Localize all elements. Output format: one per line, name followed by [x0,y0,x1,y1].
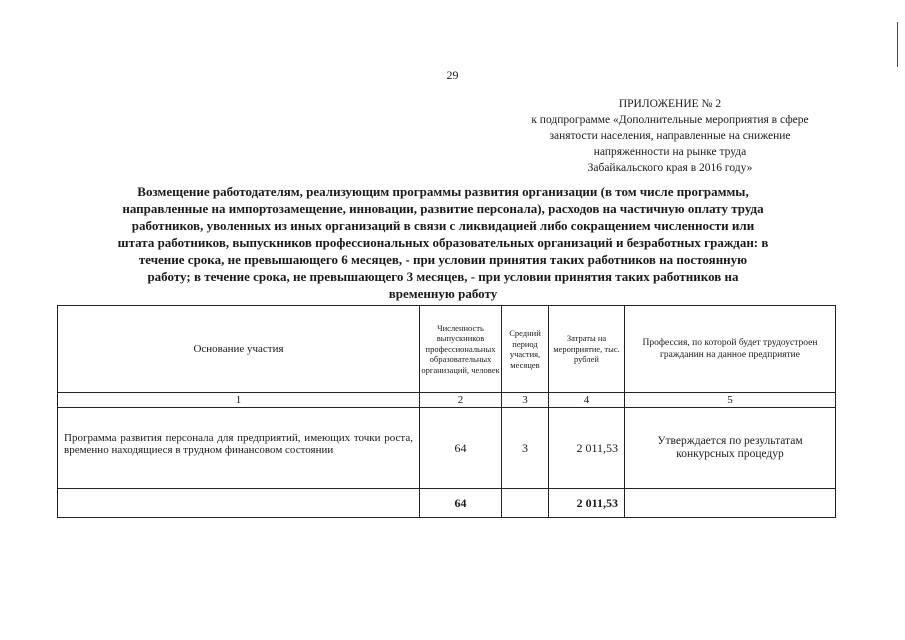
column-number: 5 [625,393,836,408]
column-number: 1 [58,393,420,408]
header-basis: Основание участия [58,306,420,393]
total-basis-cell [58,489,420,518]
appendix-subtitle-line: к подпрограмме «Дополнительные мероприятия в сфере [531,114,809,126]
header-profession: Профессия, по которой будет трудоустроен гражданин на данное предприятие [625,306,836,393]
appendix-subtitle-line: Забайкальского края в 2016 году» [587,162,753,174]
page-number: 29 [446,68,459,82]
header-graduates: Численность выпускников профессиональных образовательных организаций, человек [420,306,502,393]
header-period: Средний период участия, месяцев [502,306,549,393]
appendix-subtitle-line: напряженности на рынке труда [593,146,747,158]
total-cost: 2 011,53 [549,489,625,518]
document-title [58,183,828,302]
cell-graduates: 64 [420,408,502,489]
title-line: направленные на импортозамещение, инновации, развитие персонала), расходов на частичную оплату труда [122,201,764,216]
cell-period: 3 [502,408,549,489]
cell-basis: Программа развития персонала для предприятий, имеющих точки роста, временно находящиеся в трудном финансовом состоянии [58,408,420,489]
total-row [58,489,836,518]
column-number: 3 [502,393,549,408]
column-number: 2 [420,393,502,408]
total-period-cell [502,489,549,518]
table-row [58,408,836,489]
participation-table [57,305,836,518]
scan-edge-mark [897,22,898,67]
title-line: течение срока, не превышающего 6 месяцев, - при условии принятия таких работников на постоянную [138,252,748,267]
title-line: штата работников, выпускников профессиональных образовательных организаций и безработных граждан: в [117,235,769,250]
column-number-row [58,393,836,408]
appendix-header [520,96,820,176]
cell-profession: Утверждается по результатам конкурсных процедур [625,408,836,489]
total-graduates: 64 [420,489,502,518]
total-profession-cell [625,489,836,518]
column-number: 4 [549,393,625,408]
title-line: работников, уволенных из иных организаций в связи с ликвидацией либо сокращением численности или [131,218,755,233]
header-cost: Затраты на мероприятие, тыс. рублей [549,306,625,393]
title-line: временную работу [388,286,498,301]
title-line: Возмещение работодателям, реализующим программы развития организации (в том числе программы, [137,184,749,199]
title-line: работу; в течение срока, не превышающего 3 месяцев, - при условии принятия таких работников на [147,269,739,284]
cell-cost: 2 011,53 [549,408,625,489]
appendix-subtitle-line: занятости населения, направленные на снижение [549,130,791,142]
appendix-title: ПРИЛОЖЕНИЕ № 2 [618,98,722,110]
table-header-row [58,306,836,393]
